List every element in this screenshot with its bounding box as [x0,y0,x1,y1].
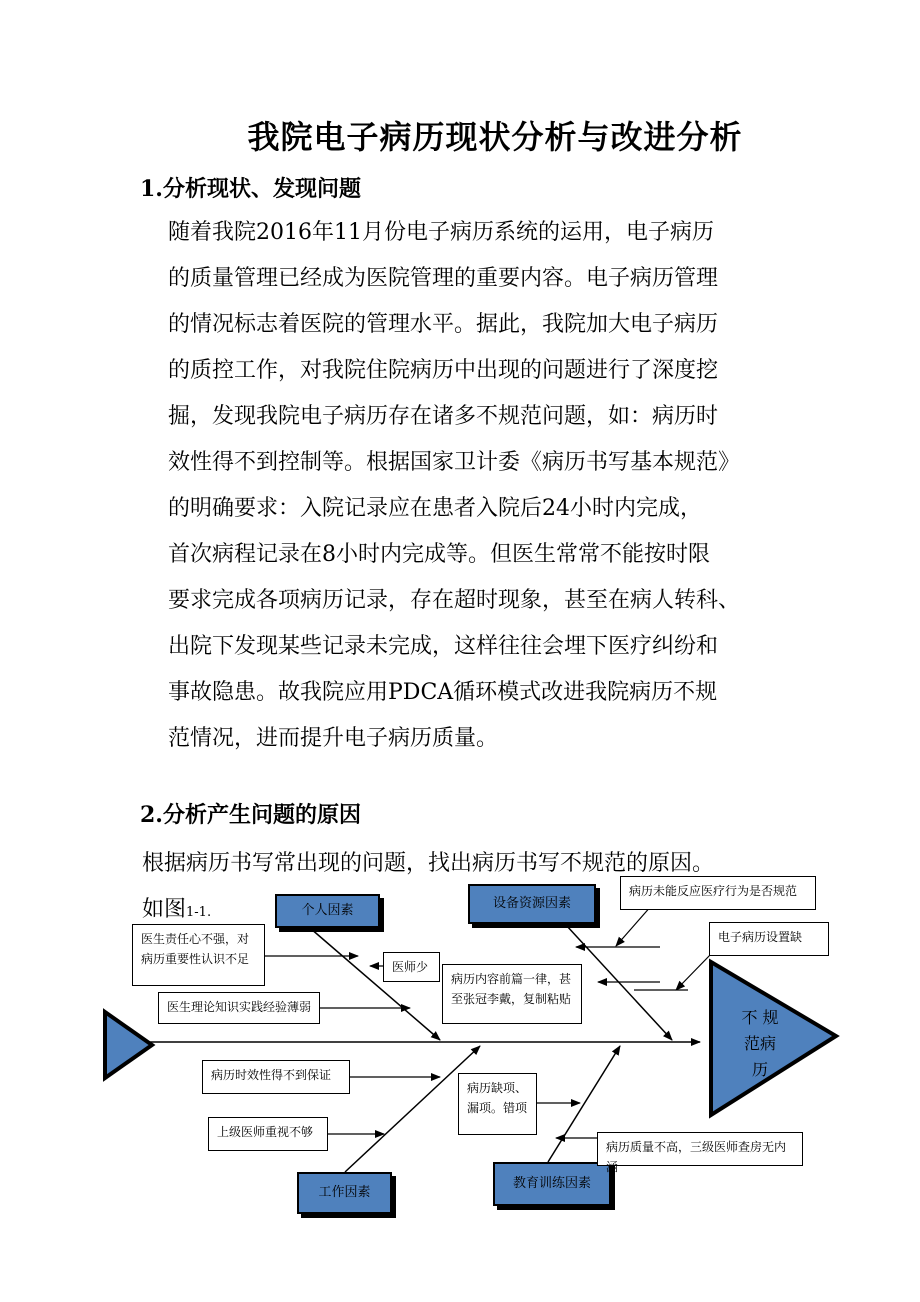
body-line: 的质控工作，对我院住院病历中出现的问题进行了深度挖 [168,358,719,383]
box-responsibility [132,924,265,986]
box-cannot-reflect: 病历未能反应医疗行为是否规范 [620,876,816,910]
body-line: 事故隐患。故我院应用PDCA循环模式改进我院病历不规 [168,680,718,705]
box-line: 病历缺项、 [467,1081,528,1095]
box-same-content [442,964,582,1024]
box-line: 医生责任心不强，对 [141,932,250,946]
effect-label-line: 不 规 [741,1008,779,1027]
body-line: 掘，发现我院电子病历存在诸多不规范问题，如：病历时 [168,404,719,429]
box-superior: 上级医师重视不够 [208,1117,328,1151]
box-theory: 医生理论知识实践经验薄弱 [158,992,320,1024]
box-few-doctors: 医师少 [383,952,440,982]
arrow-emr [676,953,712,990]
body-line: 范情况，进而提升电子病历质量。 [168,726,499,751]
box-timeliness: 病历时效性得不到保证 [202,1060,350,1094]
body-line: 出院下发现某些记录未完成，这样往往会埋下医疗纠纷和 [168,634,719,659]
box-quality: 病历质量不高，三级医师查房无内涵 [597,1132,803,1166]
box-line: 至张冠李戴，复制粘贴 [451,992,572,1006]
cause-training: 教育训练因素 [493,1162,611,1206]
box-missing [458,1073,537,1135]
section-2-heading: 2.分析产生问题的原因 [140,802,361,828]
body-line: 要求完成各项病历记录，存在超时现象，甚至在病人转科、 [168,588,741,613]
effect-label [730,1005,790,1083]
page-title: 我院电子病历现状分析与改进分析 [247,118,743,156]
bone-personal [310,928,440,1040]
cause-equipment: 设备资源因素 [468,884,596,924]
figure-number: 1-1. [186,905,212,920]
body-line: 的明确要求：入院记录应在患者入院后24小时内完成， [168,496,702,521]
figure-prefix: 如图 [142,897,187,922]
section-1-heading: 1.分析现状、发现问题 [140,176,361,202]
cause-personal: 个人因素 [275,894,380,928]
section-2-text: 根据病历书写常出现的问题，找出病历书写不规范的原因。 [142,851,715,876]
box-emr-settings: 电子病历设置缺 [709,922,829,956]
body-line: 效性得不到控制等。根据国家卫计委《病历书写基本规范》 [168,450,741,475]
box-line: 病历内容前篇一律，甚 [451,972,572,986]
box-line: 漏项。错项 [467,1101,528,1115]
body-line: 随着我院2016年11月份电子病历系统的运用，电子病历 [168,220,714,245]
body-line: 的情况标志着医院的管理水平。据此，我院加大电子病历 [168,312,719,337]
cause-work: 工作因素 [297,1172,392,1214]
tail-triangle [105,1012,152,1078]
body-line: 的质量管理已经成为医院管理的重要内容。电子病历管理 [168,266,719,291]
box-line: 病历重要性认识不足 [141,952,250,966]
effect-label-line: 范病 [743,1034,776,1053]
body-line: 首次病程记录在8小时内完成等。但医生常常不能按时限 [168,542,710,567]
effect-label-line: 历 [751,1060,768,1079]
arrow-cannot-reflect [616,905,652,946]
